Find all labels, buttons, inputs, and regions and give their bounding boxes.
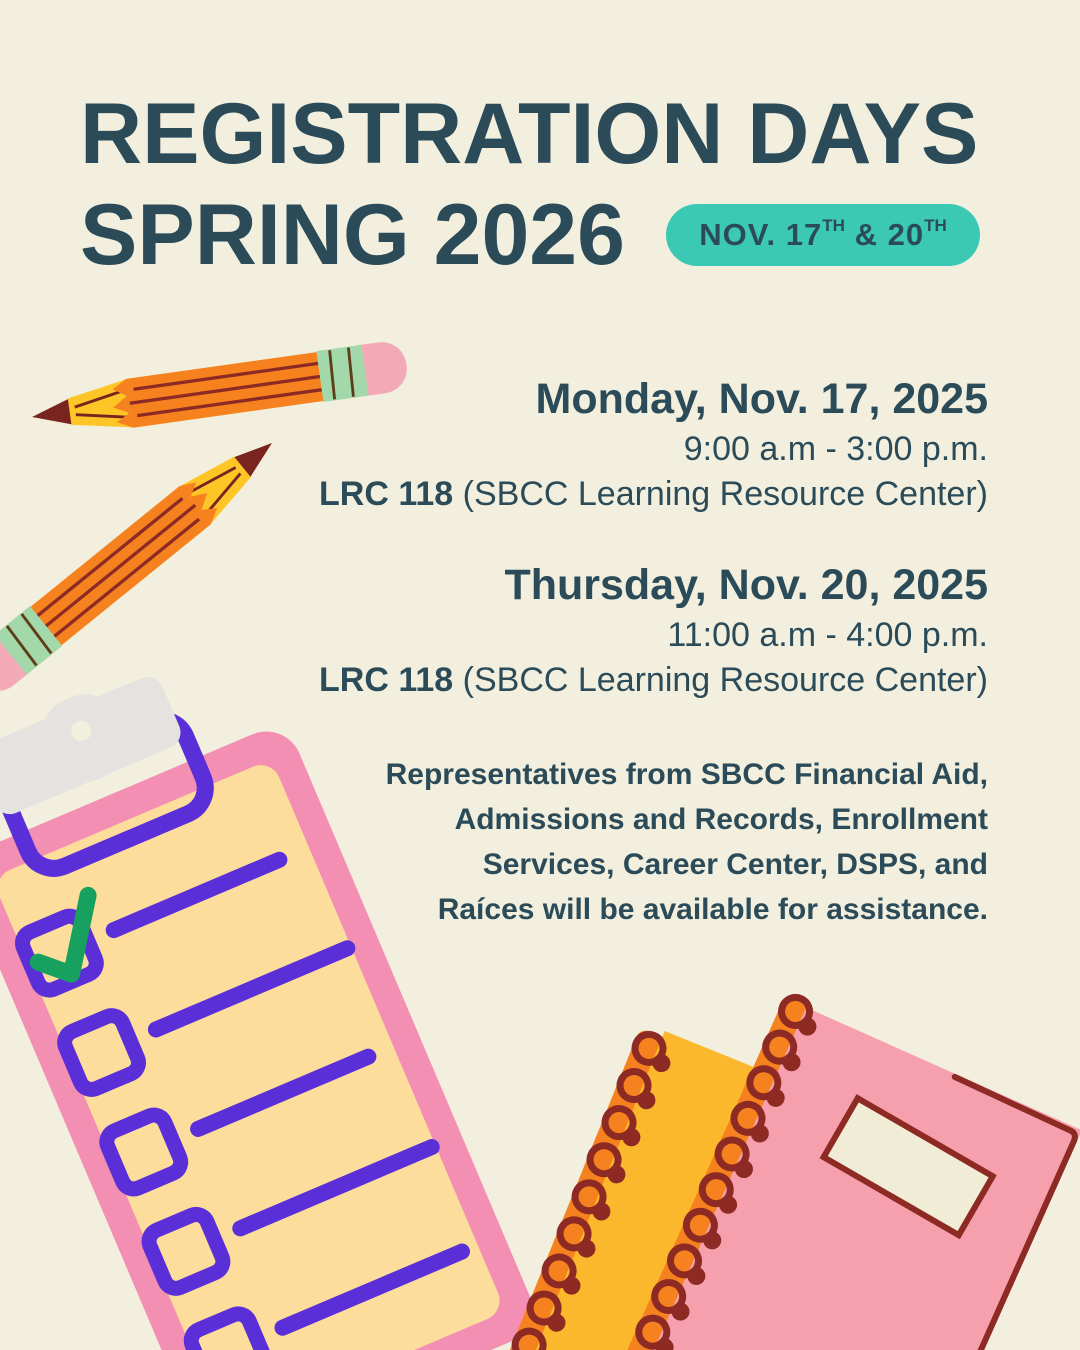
event-thursday xyxy=(260,558,988,702)
event-venue: (SBCC Learning Resource Center) xyxy=(453,475,988,513)
poster-title-line1: REGISTRATION DAYS xyxy=(80,86,979,182)
note-line: Raíces will be available for assistance. xyxy=(437,893,988,926)
event-monday xyxy=(260,372,988,516)
event-day: Monday, Nov. 17, 2025 xyxy=(535,375,988,423)
date-badge-text xyxy=(699,217,947,253)
event-time: 11:00 a.m - 4:00 p.m. xyxy=(667,616,988,654)
badge-mid: & 20 xyxy=(844,217,925,252)
assistance-note xyxy=(260,752,988,932)
badge-ordinal: TH xyxy=(822,216,845,236)
event-day: Thursday, Nov. 20, 2025 xyxy=(504,561,988,609)
badge-ordinal: TH xyxy=(924,216,947,236)
event-location xyxy=(260,658,988,702)
badge-prefix: NOV. 17 xyxy=(699,217,823,252)
notebooks-icon xyxy=(500,992,1080,1350)
event-venue: (SBCC Learning Resource Center) xyxy=(453,661,988,699)
note-line: Services, Career Center, DSPS, and xyxy=(482,848,988,881)
clipboard-icon xyxy=(0,624,543,1350)
event-room: LRC 118 xyxy=(319,475,454,513)
event-room: LRC 118 xyxy=(319,661,454,699)
note-line: Representatives from SBCC Financial Aid, xyxy=(385,758,988,791)
event-location xyxy=(260,472,988,516)
poster-title-line2: SPRING 2026 xyxy=(80,187,625,283)
date-badge xyxy=(666,204,980,266)
event-time: 9:00 a.m - 3:00 p.m. xyxy=(683,430,988,468)
note-line: Admissions and Records, Enrollment xyxy=(454,803,988,836)
pencil-icon xyxy=(0,423,288,701)
